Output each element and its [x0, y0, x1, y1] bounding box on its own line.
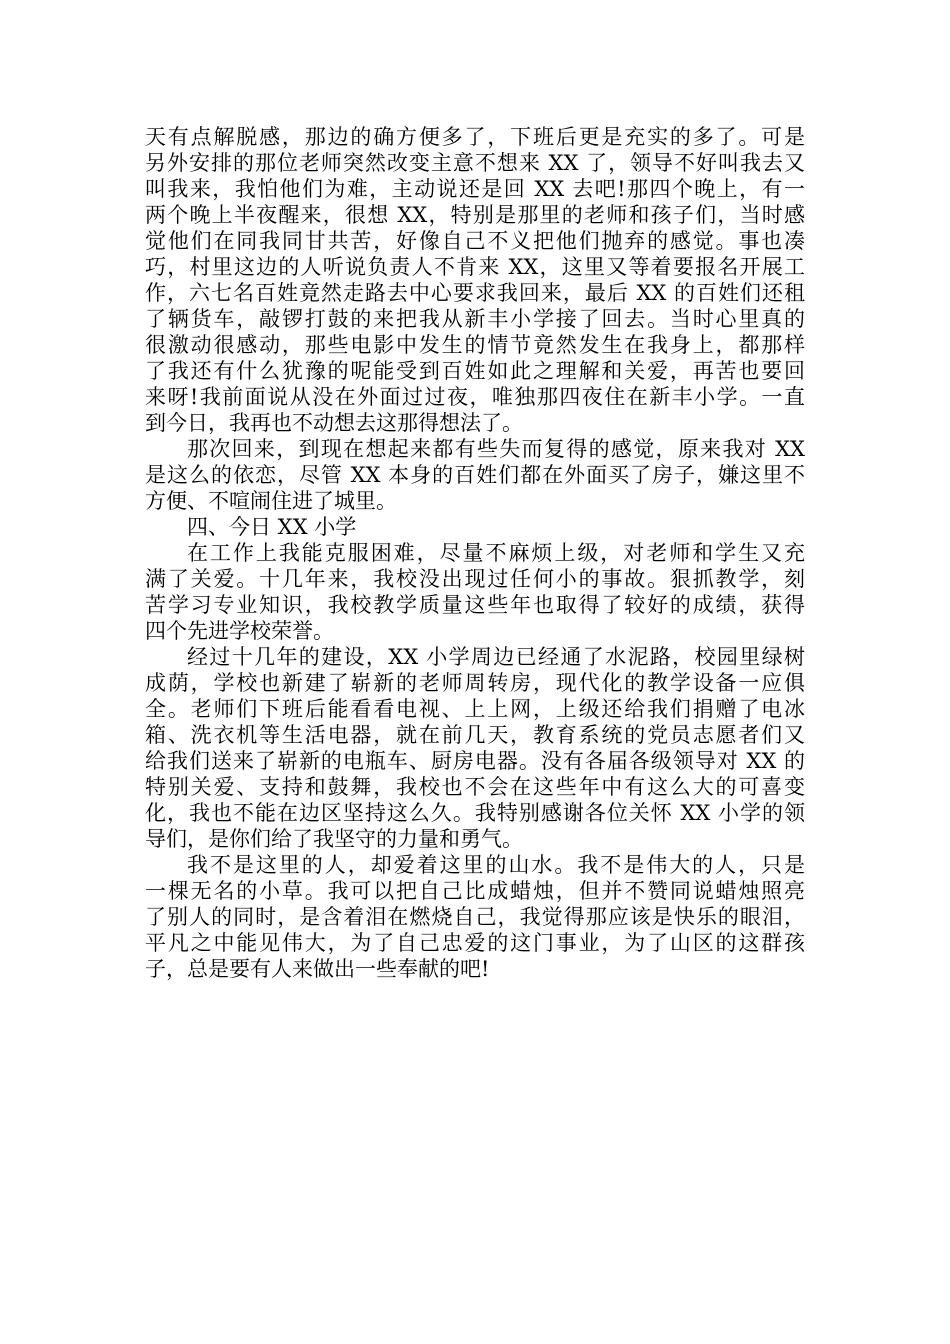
- text-line: 苦学习专业知识，我校教学质量这些年也取得了较好的成绩，获得: [145, 593, 805, 617]
- paragraph-first-line: 在工作上我能克服困难，尽量不麻烦上级，对老师和学生又充: [187, 541, 805, 565]
- text-line: 是这么的依恋，尽管 XX 本身的百姓们都在外面买了房子，嫌这里不: [145, 463, 805, 487]
- text-line: 特别关爱、支持和鼓舞，我校也不会在这些年中有这么大的可喜变: [145, 775, 805, 799]
- text-line: 两个晚上半夜醒来，很想 XX，特别是那里的老师和孩子们，当时感: [145, 203, 805, 227]
- text-line: 了辆货车，敲锣打鼓的来把我从新丰小学接了回去。当时心里真的: [145, 307, 805, 331]
- text-line: 来呀!我前面说从没在外面过过夜，唯独那四夜住在新丰小学。一直: [145, 385, 805, 409]
- text-line: 平凡之中能见伟大，为了自己忠爱的这门事业，为了山区的这群孩: [145, 931, 805, 955]
- text-line: 满了关爱。十几年来，我校没出现过任何小的事故。狠抓教学，刻: [145, 567, 805, 591]
- text-line: 到今日，我再也不动想去这那得想法了。: [145, 411, 523, 435]
- paragraph-first-line: 经过十几年的建设，XX 小学周边已经通了水泥路，校园里绿树: [187, 645, 805, 669]
- text-line: 一棵无名的小草。我可以把自己比成蜡烛，但并不赞同说蜡烛照亮: [145, 879, 805, 903]
- text-line: 方便、不喧闹住进了城里。: [145, 489, 397, 513]
- paragraph-first-line: 那次回来，到现在想起来都有些失而复得的感觉，原来我对 XX: [187, 437, 805, 461]
- text-line: 成荫，学校也新建了崭新的老师周转房，现代化的教学设备一应俱: [145, 671, 805, 695]
- paragraph-first-line: 四、今日 XX 小学: [187, 515, 357, 539]
- text-line: 四个先进学校荣誉。: [145, 619, 334, 643]
- paragraph-first-line: 我不是这里的人，却爱着这里的山水。我不是伟大的人，只是: [187, 853, 805, 877]
- text-line: 化，我也不能在边区坚持这么久。我特别感谢各位关怀 XX 小学的领: [145, 801, 805, 825]
- text-line: 很激动很感动，那些电影中发生的情节竟然发生在我身上，都那样: [145, 333, 805, 357]
- text-line: 全。老师们下班后能看看电视、上上网，上级还给我们捐赠了电冰: [145, 697, 805, 721]
- text-line: 了别人的同时，是含着泪在燃烧自己，我觉得那应该是快乐的眼泪，: [145, 905, 805, 929]
- text-line: 导们，是你们给了我坚守的力量和勇气。: [145, 827, 523, 851]
- text-line: 另外安排的那位老师突然改变主意不想来 XX 了，领导不好叫我去又: [145, 151, 805, 175]
- text-line: 作，六七名百姓竟然走路去中心要求我回来，最后 XX 的百姓们还租: [145, 281, 805, 305]
- text-line: 给我们送来了崭新的电瓶车、厨房电器。没有各届各级领导对 XX 的: [145, 749, 805, 773]
- text-line: 巧，村里这边的人听说负责人不肯来 XX，这里又等着要报名开展工: [145, 255, 805, 279]
- text-line: 子，总是要有人来做出一些奉献的吧!: [145, 957, 490, 981]
- text-line: 叫我来，我怕他们为难，主动说还是回 XX 去吧!那四个晚上，有一: [145, 177, 805, 201]
- body-text: [145, 124, 805, 982]
- text-line: 觉他们在同我同甘共苦，好像自己不义把他们抛弃的感觉。事也凑: [145, 229, 805, 253]
- text-line: 天有点解脱感，那边的确方便多了，下班后更是充实的多了。可是: [145, 125, 805, 149]
- text-line: 了我还有什么犹豫的呢能受到百姓如此之理解和关爱，再苦也要回: [145, 359, 805, 383]
- text-line: 箱、洗衣机等生活电器，就在前几天，教育系统的党员志愿者们又: [145, 723, 805, 747]
